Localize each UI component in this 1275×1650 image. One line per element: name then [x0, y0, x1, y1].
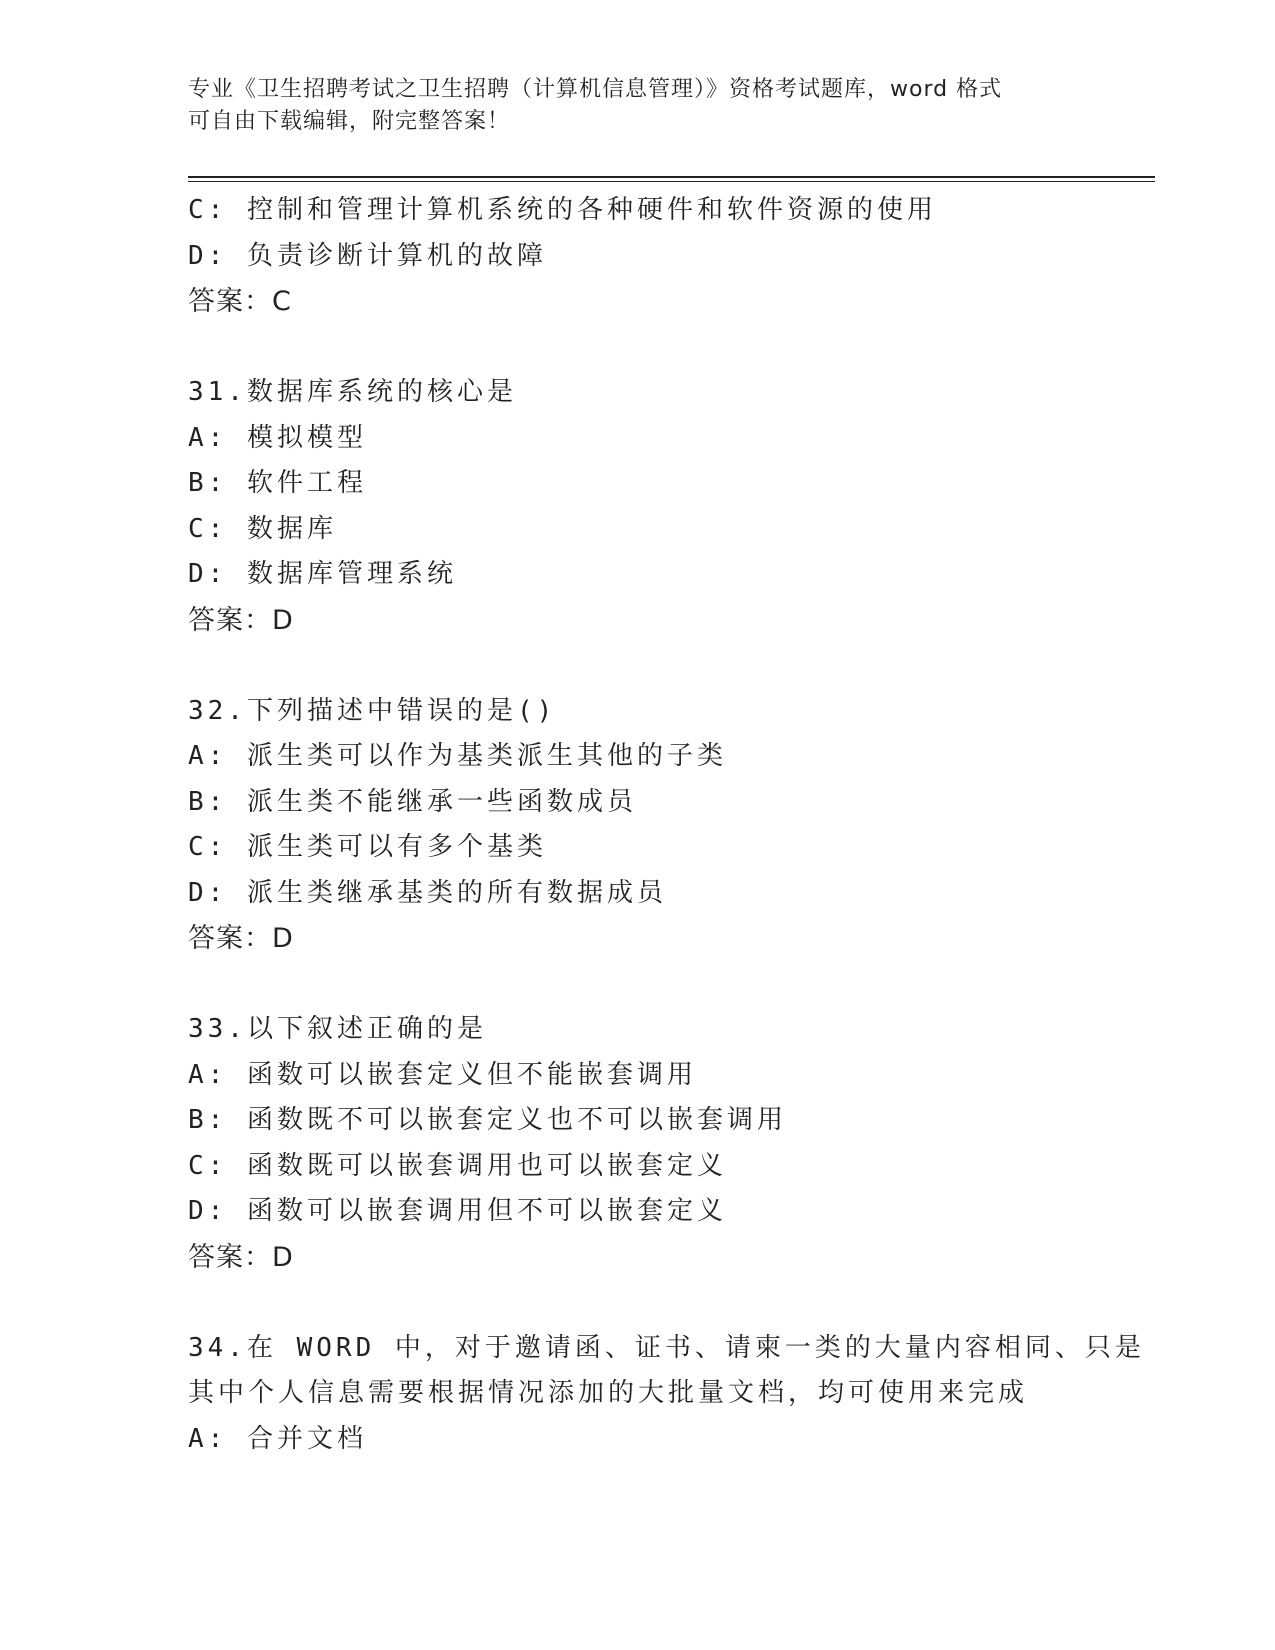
question-31 — [188, 370, 1148, 643]
option-b: B: 派生类不能继承一些函数成员 — [188, 786, 637, 817]
answer-line: 答案：D — [188, 604, 294, 636]
option-c: C: 函数既可以嵌套调用也可以嵌套定义 — [188, 1150, 727, 1181]
question-stem: 32.下列描述中错误的是() — [188, 695, 557, 726]
option-d: D: 负责诊断计算机的故障 — [188, 240, 547, 271]
answer-line: 答案：D — [188, 1241, 294, 1273]
question-stem: 33.以下叙述正确的是 — [188, 1014, 487, 1044]
document-header — [188, 74, 1088, 138]
question-34 — [188, 1326, 1148, 1463]
option-b: B: 软件工程 — [188, 468, 367, 498]
option-b: B: 函数既不可以嵌套定义也不可以嵌套调用 — [188, 1105, 787, 1135]
spacer — [188, 1280, 1148, 1326]
option-c: C: 数据库 — [188, 513, 337, 544]
question-list — [188, 188, 1148, 1462]
answer-line: 答案：D — [188, 923, 294, 954]
question-stem-line-1: 34.在 WORD 中，对于邀请函、证书、请柬一类的大量内容相同、只是 — [188, 1332, 1145, 1363]
option-a: A: 合并文档 — [188, 1423, 367, 1454]
option-d: D: 数据库管理系统 — [188, 559, 457, 589]
option-a: A: 派生类可以作为基类派生其他的子类 — [188, 741, 727, 771]
spacer — [188, 325, 1148, 371]
header-divider-thin — [188, 181, 1155, 182]
option-c: C: 派生类可以有多个基类 — [188, 832, 547, 862]
option-d: D: 派生类继承基类的所有数据成员 — [188, 877, 667, 908]
option-c: C: 控制和管理计算机系统的各种硬件和软件资源的使用 — [188, 195, 937, 225]
question-33 — [188, 1007, 1148, 1280]
option-d: D: 函数可以嵌套调用但不可以嵌套定义 — [188, 1196, 727, 1226]
spacer — [188, 643, 1148, 689]
option-a: A: 模拟模型 — [188, 422, 367, 453]
header-divider-thick — [188, 176, 1155, 178]
question-32 — [188, 689, 1148, 962]
option-a: A: 函数可以嵌套定义但不能嵌套调用 — [188, 1059, 697, 1090]
question-stem: 31.数据库系统的核心是 — [188, 377, 517, 407]
spacer — [188, 962, 1148, 1008]
header-title-line-2: 可自由下载编辑，附完整答案！ — [188, 109, 511, 134]
question-stem-line-2: 其中个人信息需要根据情况添加的大批量文档，均可使用来完成 — [188, 1378, 1029, 1408]
answer-line: 答案：C — [188, 286, 292, 317]
question-30-continued — [188, 188, 1148, 325]
header-title-line-1: 专业《卫生招聘考试之卫生招聘（计算机信息管理）》资格考试题库，word 格式 — [188, 77, 1003, 102]
